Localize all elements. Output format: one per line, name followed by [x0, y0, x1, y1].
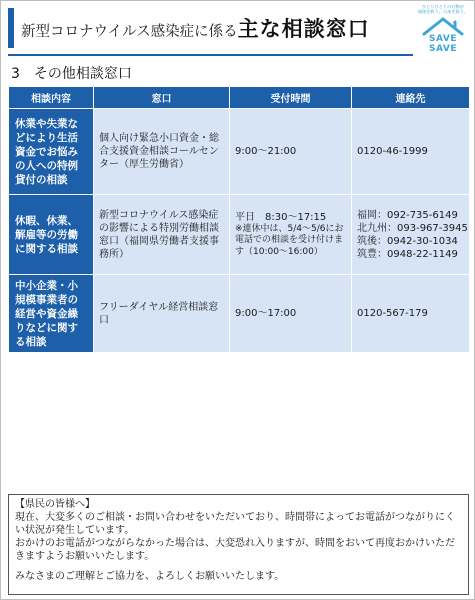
row-window: フリーダイヤル経営相談窓口: [94, 275, 230, 353]
logo-tagline-line2: 福岡を救う。日本を救う。: [417, 9, 469, 14]
save-fukuoka-logo: [415, 4, 471, 60]
phone-number[interactable]: 福岡：092-735-6149: [357, 209, 458, 221]
notice-box: [8, 494, 469, 595]
consultation-table: [8, 86, 470, 353]
logo-save-1: SAVE: [429, 34, 457, 44]
phone-number[interactable]: 0120-46-1999: [357, 146, 428, 157]
row-category: 中小企業・小規模事業者の経営や資金繰りなどに関する相談: [9, 275, 94, 353]
row-window: 新型コロナウイルス感染症の影響による特別労働相談窓口（福岡県労働者支援事務所）: [94, 195, 230, 275]
table-row: [9, 109, 470, 195]
row-contact: [352, 275, 470, 353]
phone-number[interactable]: 筑豊：0948-22-1149: [357, 248, 458, 260]
hours-line: 平日 8:30～17:15: [235, 211, 327, 223]
section-title: 3 その他相談窓口: [11, 66, 132, 82]
title-main: 主な相談窓口: [237, 17, 370, 41]
title-accent-bar: [8, 8, 14, 48]
phone-number[interactable]: 北九州：093-967-3945: [357, 222, 468, 234]
hours-line: 9:00～21:00: [235, 146, 297, 157]
hours-line: 9:00～17:00: [235, 308, 297, 319]
notice-paragraph: おかけのお電話がつながらなかった場合は、大変恐れ入りますが、時間をおいて再度おかけいただきますようお願いいたします。: [15, 538, 455, 562]
row-contact: [352, 109, 470, 195]
notice-paragraph: 現在、大変多くのご相談・お問い合わせをいただいており、時間帯によってお電話がつながりにくい状況が発生しています。: [15, 512, 455, 536]
logo-tagline-line1: ひとりひとりの行動が: [422, 4, 464, 9]
row-category: 休暇、休業、解雇等の労働に関する相談: [9, 195, 94, 275]
notice-spacer: [15, 563, 462, 570]
row-contact: [352, 195, 470, 275]
table-row: [9, 275, 470, 353]
phone-number[interactable]: 0120-567-179: [357, 308, 428, 319]
table-row: [9, 195, 470, 275]
hours-note: ※連休中は、5/4～5/6にお電話での相談を受け付けます（10:00～16:00）: [235, 223, 344, 257]
notice-paragraph: みなさまのご理解とご協力を、よろしくお願いいたします。: [15, 571, 285, 582]
page-title: [21, 13, 370, 45]
header-hours: 受付時間: [230, 87, 352, 109]
phone-number[interactable]: 筑後：0942-30-1034: [357, 235, 458, 247]
header-consultation-type: 相談内容: [9, 87, 94, 109]
header-window: 窓口: [94, 87, 230, 109]
logo-tagline: [415, 4, 471, 14]
logo-save-2: SAVE: [429, 44, 457, 54]
row-hours: [230, 109, 352, 195]
row-category: 休業や失業などにより生活資金でお悩みの人への特例貸付の相談: [9, 109, 94, 195]
notice-heading: 【県民の皆様へ】: [15, 499, 95, 510]
row-window: 個人向け緊急小口資金・総合支援資金相談コールセンター（厚生労働省）: [94, 109, 230, 195]
row-hours: [230, 275, 352, 353]
table-header-row: [9, 87, 470, 109]
row-hours: [230, 195, 352, 275]
title-prefix: 新型コロナウイルス感染症に係る: [21, 24, 238, 40]
header-contact: 連絡先: [352, 87, 470, 109]
title-divider: [8, 54, 413, 56]
